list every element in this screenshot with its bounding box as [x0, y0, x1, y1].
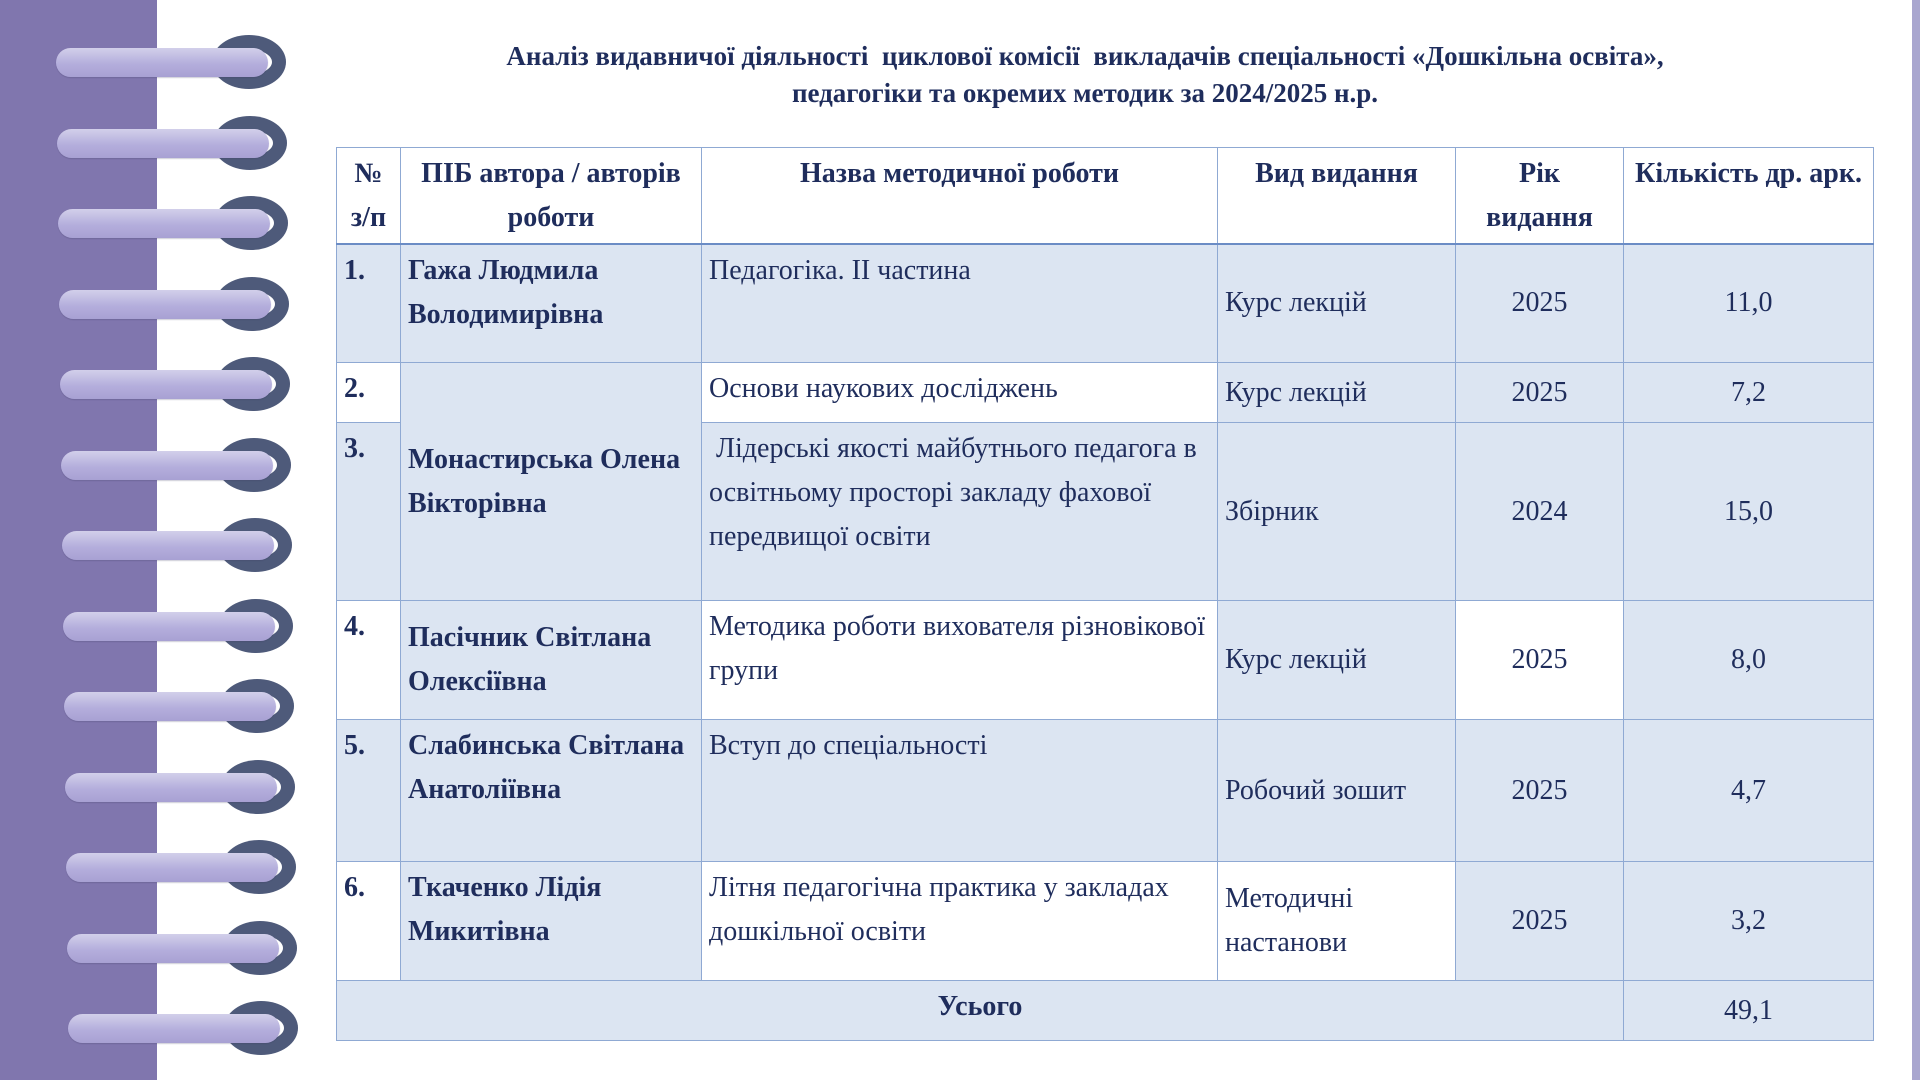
- row-work-title: Методика роботи вихователя різновікової групи: [702, 601, 1218, 720]
- header-num: № з/п: [337, 148, 401, 244]
- spiral-ring: [61, 438, 291, 492]
- row-author: Ткаченко Лідія Микитівна: [401, 862, 702, 981]
- row-publication-type: Курс лекцій: [1218, 363, 1456, 423]
- table-header-row: [337, 148, 1874, 244]
- row-number: 4.: [337, 601, 401, 720]
- spiral-ring: [59, 277, 289, 331]
- table-total-row: [337, 981, 1874, 1041]
- row-author: Слабинська Світлана Анатоліївна: [401, 720, 702, 862]
- spiral-ring: [65, 760, 295, 814]
- row-sheets: 3,2: [1624, 862, 1874, 981]
- row-work-title: Літня педагогічна практика у закладах дошкільної освіти: [702, 862, 1218, 981]
- row-sheets: 8,0: [1624, 601, 1874, 720]
- table-row: [337, 862, 1874, 981]
- row-sheets: 11,0: [1624, 244, 1874, 363]
- spiral-ring: [64, 679, 294, 733]
- row-publication-type: Робочий зошит: [1218, 720, 1456, 862]
- row-number: 3.: [337, 423, 401, 601]
- row-work-title: Педагогіка. ІІ частина: [702, 244, 1218, 363]
- spiral-ring: [68, 1001, 298, 1055]
- header-type: Вид видання: [1218, 148, 1456, 244]
- row-publication-type: Курс лекцій: [1218, 244, 1456, 363]
- spiral-ring: [56, 35, 286, 89]
- row-sheets: 15,0: [1624, 423, 1874, 601]
- publications-table: [336, 147, 1874, 1041]
- spiral-ring: [67, 921, 297, 975]
- row-publication-type: Курс лекцій: [1218, 601, 1456, 720]
- table-row: [337, 244, 1874, 363]
- row-year: 2025: [1456, 363, 1624, 423]
- row-sheets: 7,2: [1624, 363, 1874, 423]
- row-publication-type: Методичні настанови: [1218, 862, 1456, 981]
- spiral-ring: [57, 116, 287, 170]
- spiral-ring: [60, 357, 290, 411]
- row-number: 2.: [337, 363, 401, 423]
- row-year: 2025: [1456, 244, 1624, 363]
- row-author: Монастирська Олена Вікторівна: [401, 363, 702, 601]
- row-work-title: Основи наукових досліджень: [702, 363, 1218, 423]
- spiral-ring: [62, 518, 292, 572]
- row-work-title: Вступ до спеціальності: [702, 720, 1218, 862]
- header-work: Назва методичної роботи: [702, 148, 1218, 244]
- row-publication-type: Збірник: [1218, 423, 1456, 601]
- row-sheets: 4,7: [1624, 720, 1874, 862]
- total-label: Усього: [337, 981, 1624, 1041]
- table-row: [337, 601, 1874, 720]
- row-number: 1.: [337, 244, 401, 363]
- header-author: ПІБ автора / авторів роботи: [401, 148, 702, 244]
- row-author: Гажа Людмила Володимирівна: [401, 244, 702, 363]
- table-row: [337, 720, 1874, 862]
- row-author: Пасічник Світлана Олексіївна: [401, 601, 702, 720]
- row-number: 5.: [337, 720, 401, 862]
- right-edge-stripe: [1912, 0, 1920, 1080]
- header-sheets: Кількість др. арк.: [1624, 148, 1874, 244]
- spiral-ring: [63, 599, 293, 653]
- title-line-1: Аналіз видавничої діяльності циклової комісії викладачів спеціальності «Дошкільна освіта»,: [506, 41, 1664, 71]
- row-year: 2025: [1456, 720, 1624, 862]
- table-row: [337, 363, 1874, 423]
- title-line-2: педагогіки та окремих методик за 2024/2025 н.р.: [791, 78, 1379, 108]
- row-year: 2025: [1456, 601, 1624, 720]
- row-work-title: Лідерські якості майбутнього педагога в освітньому просторі закладу фахової передвищої освіти: [702, 423, 1218, 601]
- spiral-ring: [58, 196, 288, 250]
- spiral-ring: [66, 840, 296, 894]
- row-year: 2025: [1456, 862, 1624, 981]
- total-value: 49,1: [1624, 981, 1874, 1041]
- header-year: Рік видання: [1456, 148, 1624, 244]
- row-year: 2024: [1456, 423, 1624, 601]
- page-title: [335, 38, 1835, 112]
- row-number: 6.: [337, 862, 401, 981]
